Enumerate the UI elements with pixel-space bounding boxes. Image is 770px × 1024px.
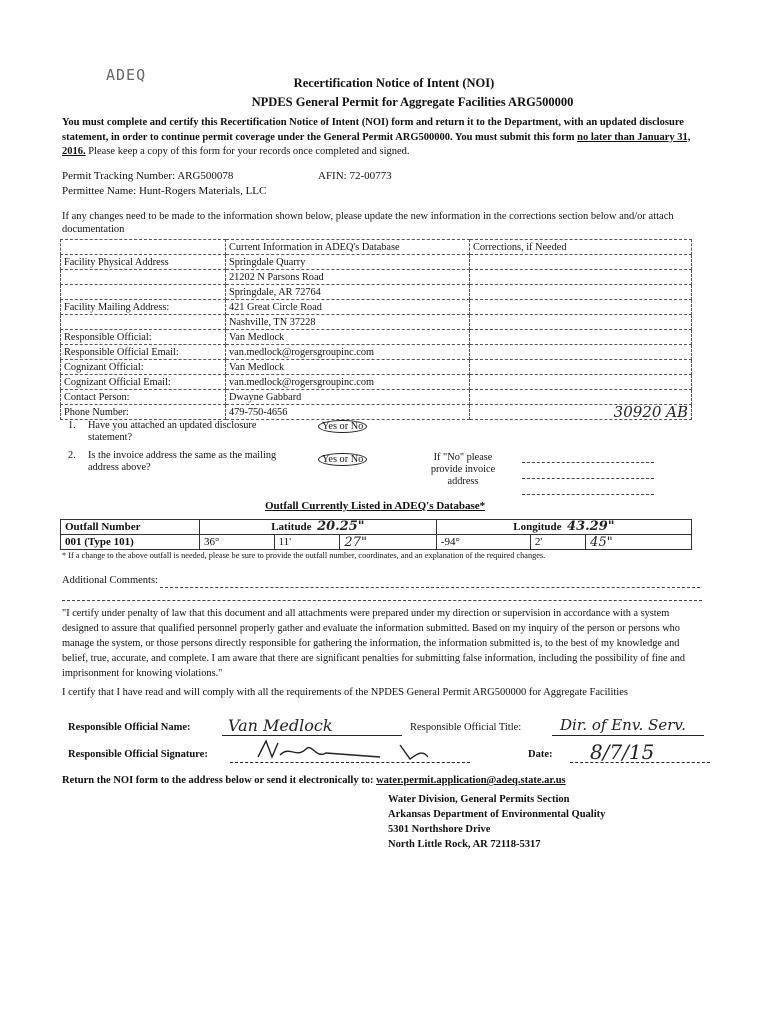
- form-subtitle: NPDES General Permit for Aggregate Facilities ARG500000: [251, 95, 574, 109]
- lat-deg: 36°: [200, 535, 275, 550]
- outfall-number-header: Outfall Number: [61, 520, 200, 535]
- q2-answer[interactable]: [318, 453, 367, 466]
- row-label: Responsible Official Email:: [61, 345, 226, 360]
- longitude-label: Longitude: [513, 521, 562, 533]
- table-row: [61, 285, 692, 300]
- row-current-value: Nashville, TN 37228: [226, 315, 470, 330]
- date-value: 8/7/15: [590, 740, 655, 764]
- signature-label: Responsible Official Signature:: [68, 749, 208, 760]
- row-correction[interactable]: [470, 345, 692, 360]
- table-row: [61, 315, 692, 330]
- official-title-label: Responsible Official Title:: [410, 722, 522, 733]
- row-correction[interactable]: [470, 270, 692, 285]
- q2-note: If "No" please provide invoice address: [430, 452, 496, 487]
- official-title-value: Dir. of Env. Serv.: [560, 716, 686, 734]
- q1-answer[interactable]: [318, 420, 367, 433]
- invoice-address-line-2[interactable]: [522, 478, 654, 479]
- row-correction[interactable]: [470, 360, 692, 375]
- long-deg: -94°: [436, 535, 530, 550]
- official-title-line[interactable]: [552, 735, 704, 736]
- latitude-handwritten: 20.25": [317, 519, 365, 534]
- intro-paragraph: [62, 116, 704, 160]
- table-row: [61, 330, 692, 345]
- longitude-handwritten: 43.29": [567, 519, 615, 534]
- row-current-value: Van Medlock: [226, 330, 470, 345]
- row-current-value: Van Medlock: [226, 360, 470, 375]
- table-header-row: [61, 240, 692, 255]
- row-label: [61, 285, 226, 300]
- lat-min: 11': [274, 535, 340, 550]
- latitude-header: [200, 520, 437, 535]
- row-correction[interactable]: [470, 315, 692, 330]
- q1-number: 1.: [68, 420, 76, 431]
- row-current-value: Dwayne Gabbard: [226, 390, 470, 405]
- official-name-line[interactable]: [222, 735, 402, 736]
- permit-tracking-number: Permit Tracking Number: ARG500078: [62, 170, 234, 182]
- long-sec: 45": [586, 535, 692, 550]
- long-min: 2': [530, 535, 585, 550]
- permittee-name: Permittee Name: Hunt-Rogers Materials, LLC: [62, 185, 267, 197]
- row-correction[interactable]: [470, 330, 692, 345]
- table-row: [61, 390, 692, 405]
- address-line-3: 5301 Northshore Drive: [388, 824, 491, 835]
- form-title: Recertification Notice of Intent (NOI): [293, 76, 495, 90]
- row-correction[interactable]: [470, 375, 692, 390]
- row-current-value: Springdale, AR 72764: [226, 285, 470, 300]
- table-row: [61, 300, 692, 315]
- address-line-4: North Little Rock, AR 72118-5317: [388, 839, 541, 850]
- invoice-address-line-3[interactable]: [522, 494, 654, 495]
- compliance-statement: I certify that I have read and will comply with all the requirements of the NPDES General Permit ARG500000 for Aggregate Facilities: [62, 687, 628, 698]
- row-label: Contact Person:: [61, 390, 226, 405]
- row-label: Phone Number:: [61, 405, 226, 420]
- q1-answer-text: Yes or No: [318, 420, 367, 433]
- signature-line[interactable]: [230, 762, 470, 763]
- table-row: [61, 375, 692, 390]
- outfall-table: [60, 519, 692, 550]
- latitude-label: Latitude: [271, 521, 312, 533]
- address-line-1: Water Division, General Permits Section: [388, 794, 570, 805]
- longitude-header: [436, 520, 691, 535]
- table-row: [61, 360, 692, 375]
- row-current-value: 21202 N Parsons Road: [226, 270, 470, 285]
- row-label: Facility Mailing Address:: [61, 300, 226, 315]
- outfall-footnote: * If a change to the above outfall is needed, please be sure to provide the outfall number, coordinates, and an explanation of the required changes.: [62, 551, 546, 560]
- row-label: [61, 270, 226, 285]
- row-current-value: Springdale Quarry: [226, 255, 470, 270]
- certification-statement: "I certify under penalty of law that this document and all attachments were prepared under my direction or supervision in accordance with a system designed to assure that qualified personnel properly gather and evaluate the information submitted. Based on my inquiry of the person or persons who manage the system, or those persons directly responsible for gathering the information, the information submitted is, to the best of my knowledge and belief, true, accurate, and complete. I am aware that there are significant penalties for submitting false information, including the possibility of fine and imprisonment for knowing violations.": [62, 608, 686, 679]
- instructions: If any changes need to be made to the information shown below, please update the new information in the corrections section below and/or attach documentation: [62, 211, 674, 235]
- return-text: Return the NOI form to the address below or send it electronically to:: [62, 775, 377, 786]
- facility-info-table: [60, 239, 692, 420]
- table-row: [61, 255, 692, 270]
- row-label: Facility Physical Address: [61, 255, 226, 270]
- q2-text: Is the invoice address the same as the mailing address above?: [88, 450, 277, 473]
- return-address: [388, 792, 605, 852]
- address-line-2: Arkansas Department of Environmental Quality: [388, 809, 606, 820]
- comments-line-2[interactable]: [62, 600, 702, 601]
- comments-line-1[interactable]: [160, 587, 700, 588]
- row-correction[interactable]: [470, 300, 692, 315]
- col-corrections-header: Corrections, if Needed: [470, 240, 692, 255]
- return-instructions: [62, 775, 566, 786]
- outfall-title: Outfall Currently Listed in ADEQ's Database*: [265, 500, 486, 512]
- intro-deadline: no later than January 31, 2016.: [62, 131, 691, 157]
- official-name-value: Van Medlock: [228, 716, 333, 735]
- afin: AFIN: 72-00773: [318, 170, 392, 182]
- invoice-address-line-1[interactable]: [522, 462, 654, 463]
- received-stamp: ADEQ: [106, 66, 147, 84]
- row-label: Responsible Official:: [61, 330, 226, 345]
- date-line[interactable]: [570, 762, 710, 763]
- return-email[interactable]: water.permit.application@adeq.state.ar.us: [376, 775, 566, 786]
- official-name-label: Responsible Official Name:: [68, 722, 191, 733]
- table-row: [61, 345, 692, 360]
- row-correction[interactable]: [470, 255, 692, 270]
- table-row: [61, 270, 692, 285]
- row-current-value: 479-750-4656: [226, 405, 470, 420]
- row-correction[interactable]: [470, 285, 692, 300]
- row-current-value: 421 Great Circle Road: [226, 300, 470, 315]
- row-current-value: van.medlock@rogersgroupinc.com: [226, 375, 470, 390]
- q1-text: Have you attached an updated disclosure statement?: [88, 420, 257, 443]
- table-row: [61, 405, 692, 420]
- row-correction[interactable]: 30920 AB: [470, 405, 692, 420]
- date-label: Date:: [528, 749, 553, 760]
- outfall-number: 001 (Type 101): [61, 535, 200, 550]
- row-label: Cognizant Official Email:: [61, 375, 226, 390]
- q2-number: 2.: [68, 450, 76, 461]
- outfall-row: [61, 535, 692, 550]
- row-label: Cognizant Official:: [61, 360, 226, 375]
- col-current-header: Current Information in ADEQ's Database: [226, 240, 470, 255]
- row-current-value: van.medlock@rogersgroupinc.com: [226, 345, 470, 360]
- lat-sec: 27": [340, 535, 436, 550]
- q2-answer-text: Yes or No: [318, 453, 367, 466]
- intro-text: You must complete and certify this Recertification Notice of Intent (NOI) form and return it to the Department, with an updated disclosure statement, in order to continue permit coverage under the General Permit ARG500000. You must submit this form: [62, 117, 684, 143]
- comments-label: Additional Comments:: [62, 575, 158, 586]
- intro-text-2: Please keep a copy of this form for your records once completed and signed.: [85, 146, 410, 157]
- outfall-header-row: [61, 520, 692, 535]
- row-label: [61, 315, 226, 330]
